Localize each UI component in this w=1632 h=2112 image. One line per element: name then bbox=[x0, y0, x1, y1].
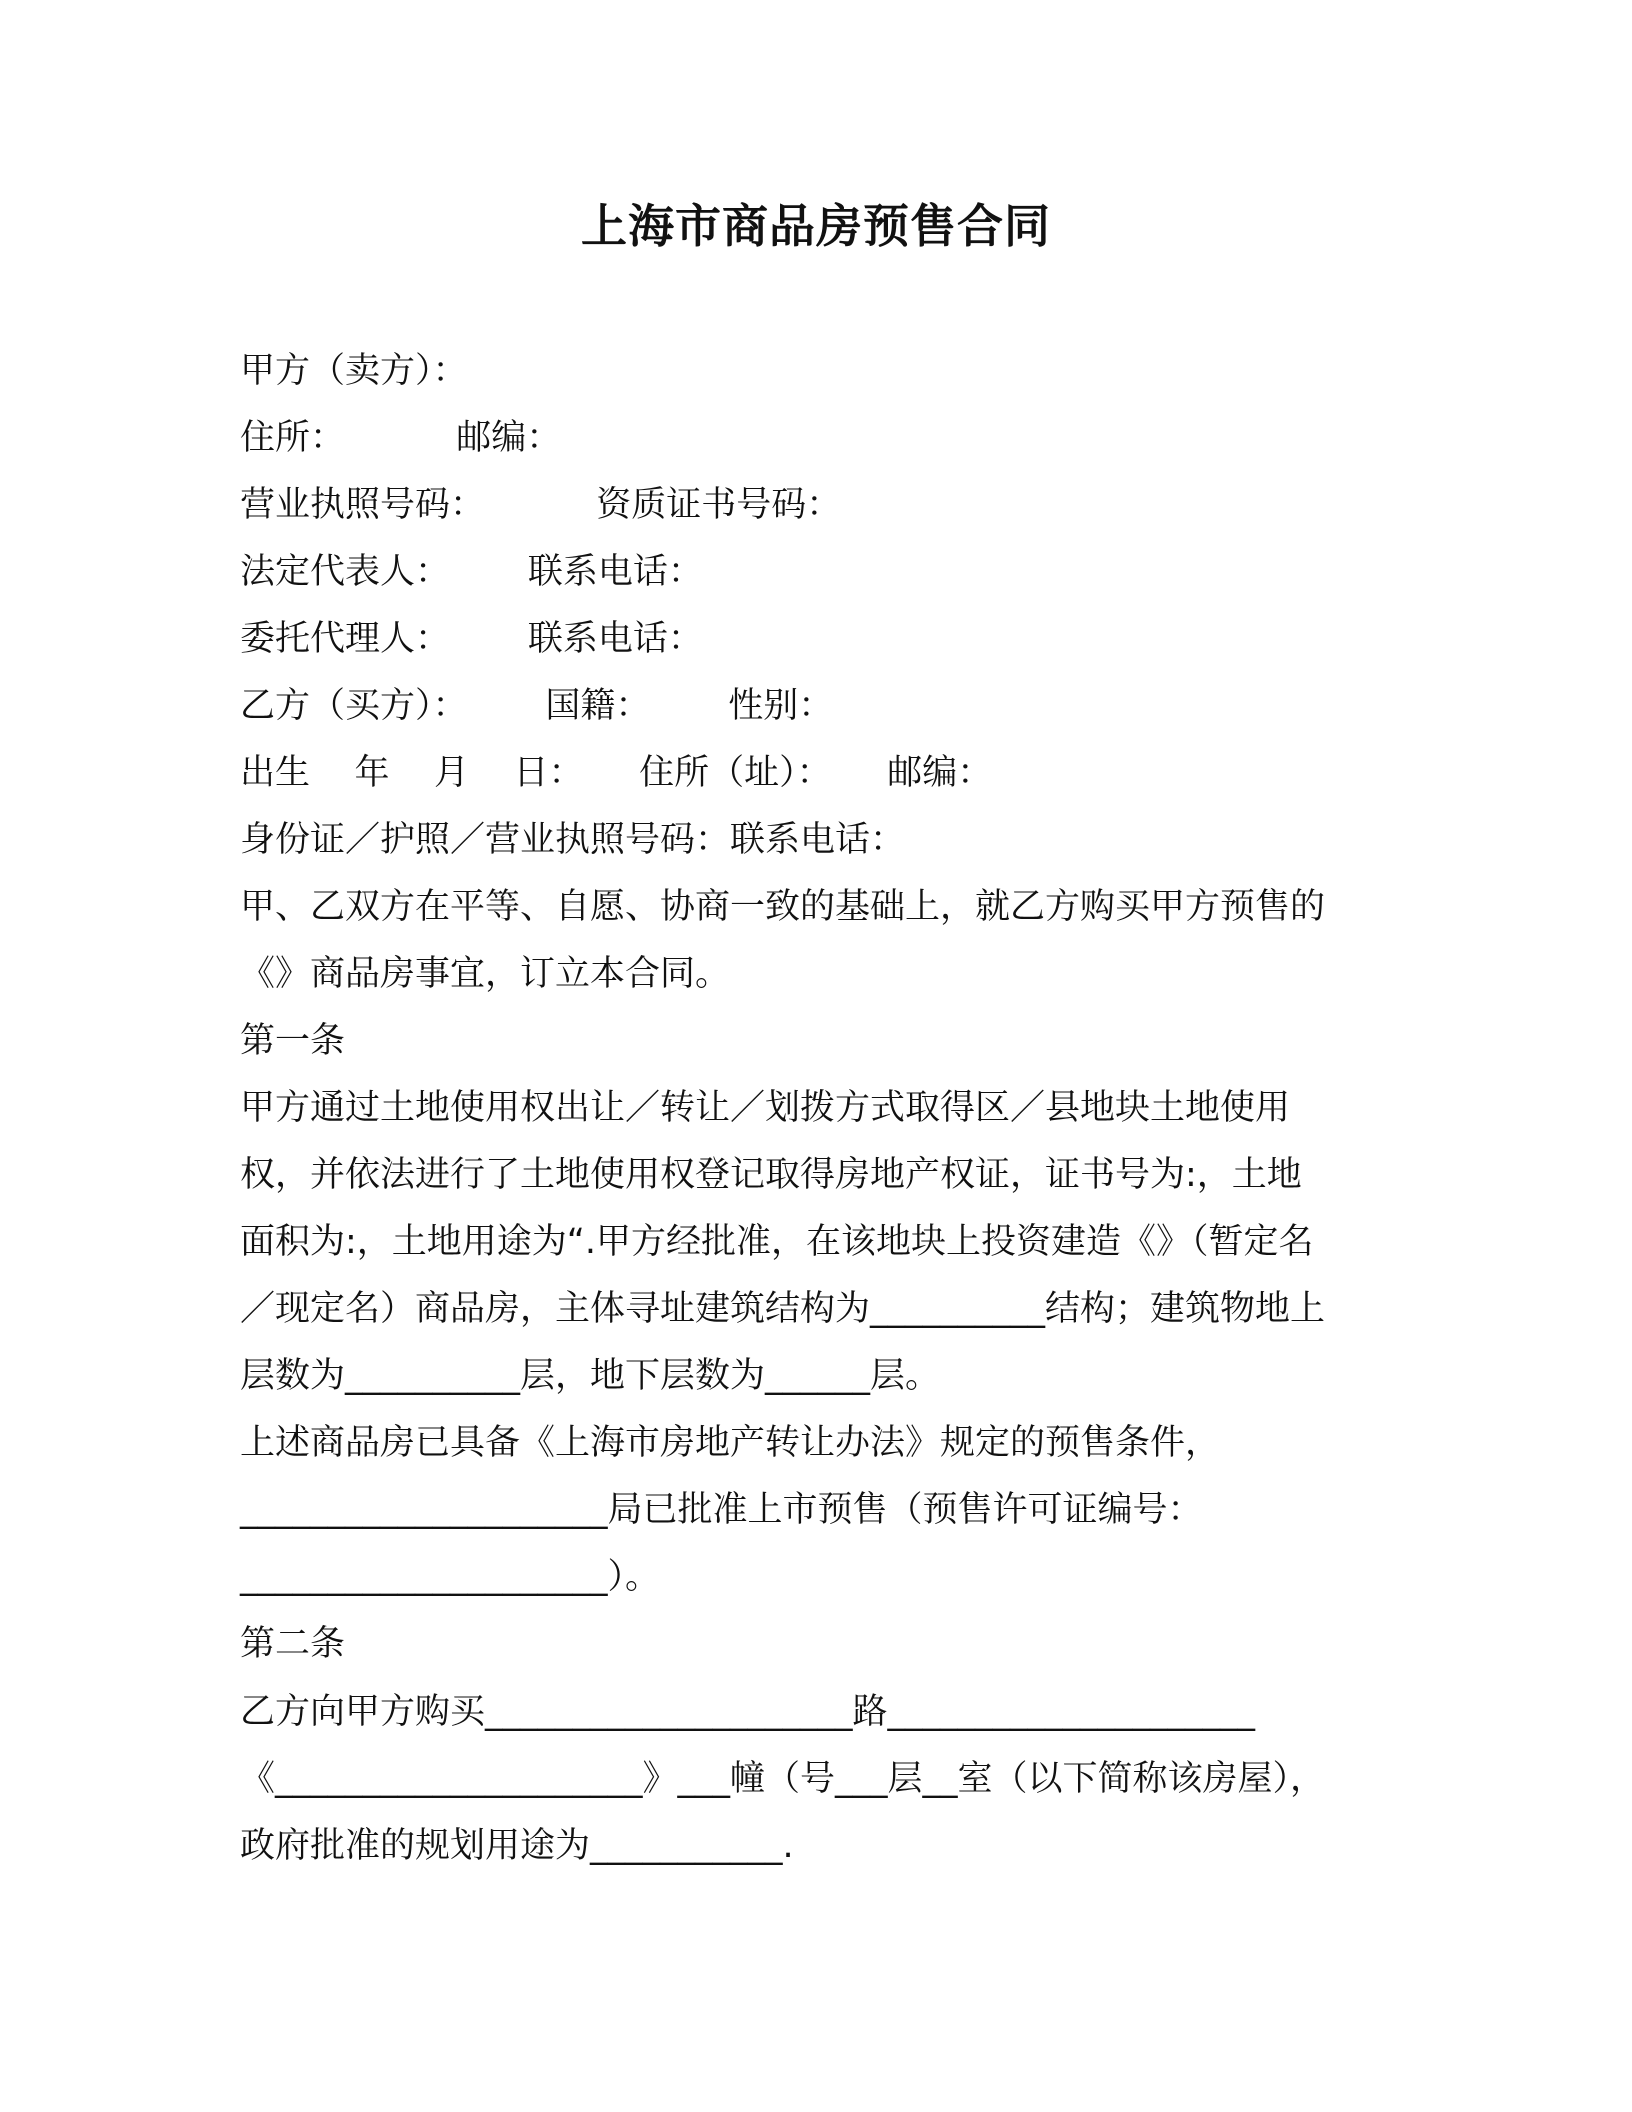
authorized-agent-line: 委托代理人： 联系电话： bbox=[240, 619, 703, 659]
article-2-text-line: 政府批准的规划用途为___________. bbox=[240, 1826, 794, 1866]
article-1-text-line: ／现定名）商品房，主体寻址建筑结构为__________结构；建筑物地上 bbox=[240, 1289, 1326, 1329]
legal-representative-line: 法定代表人： 联系电话： bbox=[240, 552, 703, 592]
seller-line: 甲方（卖方）： bbox=[240, 351, 468, 391]
article-2-text-line: 乙方向甲方购买_____________________路_____________________ bbox=[240, 1692, 1256, 1732]
contract-body bbox=[240, 338, 1400, 1880]
article-1-text-line: 权，并依法进行了土地使用权登记取得房地产权证，证书号为:，土地 bbox=[240, 1155, 1302, 1195]
buyer-line: 乙方（买方）： 国籍： 性别： bbox=[240, 686, 834, 726]
article-2-heading: 第二条 bbox=[240, 1624, 346, 1664]
seller-address-line: 住所： 邮编： bbox=[240, 418, 562, 458]
article-1-heading: 第一条 bbox=[240, 1021, 346, 1061]
buyer-id-line: 身份证／护照／营业执照号码：联系电话： bbox=[240, 820, 906, 860]
article-1-text-line: 面积为:，土地用途为“.甲方经批准，在该地块上投资建造《》（暂定名 bbox=[240, 1222, 1314, 1262]
article-2-text-line: 《_____________________》___幢（号___层__室（以下简称该房屋）， bbox=[240, 1759, 1326, 1799]
document-title: 上海市商品房预售合同 bbox=[581, 199, 1051, 253]
preamble-line-1: 甲、乙双方在平等、自愿、协商一致的基础上，就乙方购买甲方预售的 bbox=[240, 887, 1326, 927]
article-1-text-line: _____________________局已批准上市预售（预售许可证编号： bbox=[240, 1490, 1203, 1530]
article-1-text-line: _____________________）。 bbox=[240, 1557, 661, 1597]
business-license-line: 营业执照号码： 资质证书号码： bbox=[240, 485, 842, 525]
article-1-text-line: 甲方通过土地使用权出让／转让／划拨方式取得区／县地块土地使用 bbox=[240, 1088, 1291, 1128]
buyer-birth-address-line: 出生 年 月 日： 住所（址）： 邮编： bbox=[240, 753, 993, 793]
article-1-text-line: 层数为__________层，地下层数为______层。 bbox=[240, 1356, 941, 1396]
article-1-text-line: 上述商品房已具备《上海市房地产转让办法》规定的预售条件， bbox=[240, 1423, 1221, 1463]
preamble-line-2: 《》商品房事宜，订立本合同。 bbox=[240, 954, 731, 994]
